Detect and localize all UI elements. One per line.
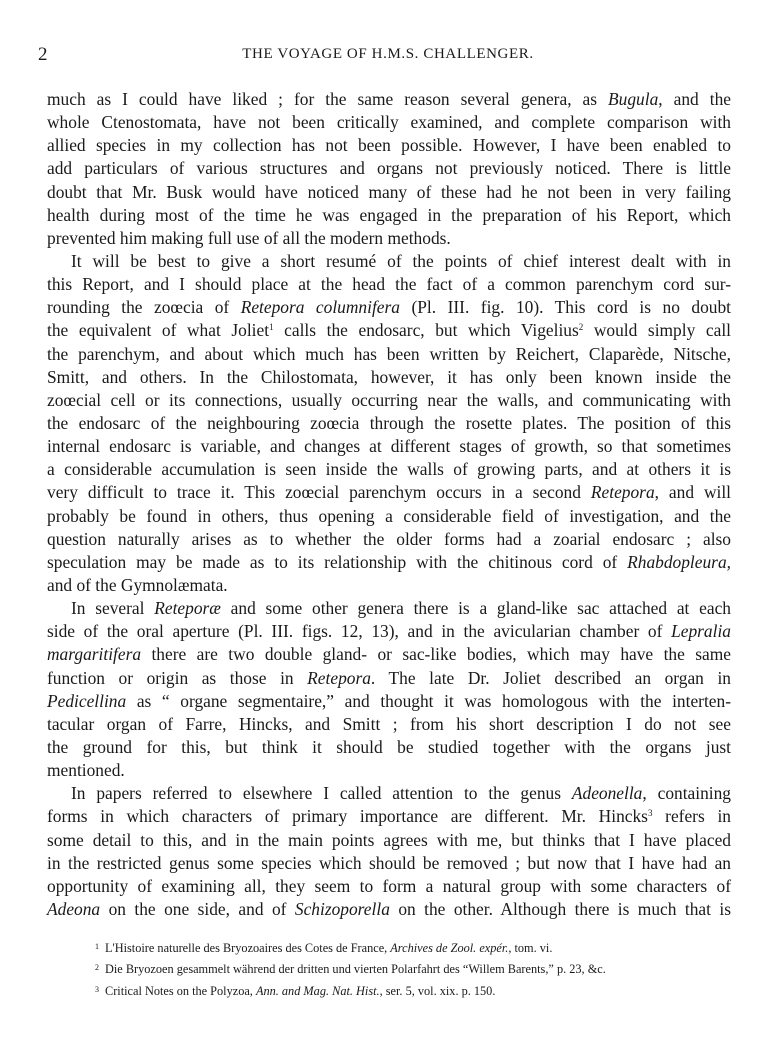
text-run: whole Ctenostomata, have not been critically examined, and complete comparison with: [47, 112, 731, 133]
text-run: add particulars of various structures and organs not previously noticed. There is little: [47, 158, 731, 179]
text-line: [47, 88, 731, 111]
italic-text: Adeonella: [571, 783, 643, 804]
text-run: , and the: [658, 89, 731, 109]
footnote-ref: 3: [95, 984, 99, 994]
text-run: opportunity of examining all, they seem to form a natural group with some characters of: [47, 875, 731, 896]
text-run: health during most of the time he was engaged in the preparation of his Report, which: [47, 204, 731, 225]
text-line: [47, 204, 731, 227]
italic-text: Reteporæ: [154, 598, 221, 619]
text-run: zoœcial cell or its connections, usually occurring near the walls, and communicating with: [47, 389, 731, 410]
text-line: [47, 805, 731, 828]
text-run: very difficult to trace it. This zoœcial parenchym occurs in a second: [47, 482, 591, 503]
italic-text: Bugula: [608, 89, 659, 109]
italic-text: Ann. and Mag. Nat. Hist.: [255, 983, 380, 998]
text-run: refers in: [652, 806, 731, 827]
text-run: In several: [71, 598, 155, 619]
text-run: side of the oral aperture (Pl. III. figs. 12, 13), and in the avicularian chamber of: [47, 621, 672, 642]
text-line: [47, 782, 731, 805]
text-run: some detail to this, and in the main points agrees with me, but thinks that I have placed: [47, 829, 731, 850]
text-run: and some other genera there is a gland-like sac attached at each: [220, 598, 731, 619]
text-run: , ser. 5, vol. xix. p. 150.: [379, 983, 496, 998]
footnote: [95, 958, 735, 979]
text-run: rounding the zoœcia of: [47, 297, 241, 318]
italic-text: Rhabdopleura,: [627, 551, 731, 572]
text-run: speculation may be made as to its relationship with the chitinous cord of: [47, 551, 628, 572]
text-run: the ground for this, but think it should be studied together with the organs just: [47, 736, 731, 757]
text-line: [47, 875, 731, 898]
italic-text: Retepora: [590, 482, 655, 503]
text-line: [47, 736, 731, 759]
text-run: mentioned.: [47, 760, 125, 781]
text-run: In papers referred to elsewhere I called attention to the genus: [71, 783, 572, 804]
text-run: calls the endosarc, but which Vigelius: [273, 320, 579, 341]
italic-text: Pedicellina: [47, 690, 127, 711]
text-run: Smitt, and others. In the Chilostomata, however, it has only been known inside the: [47, 366, 731, 387]
footnote-ref: 1: [95, 942, 99, 951]
text-run: Critical Notes on the Polyzoa,: [105, 983, 256, 998]
text-line: [47, 620, 731, 643]
footnote-ref: 1: [269, 322, 274, 333]
text-run: on the one side, and of: [100, 898, 295, 919]
text-line: [47, 505, 731, 528]
text-run: It will be best to give a short resumé of the points of chief interest dealt with in: [71, 250, 731, 271]
text-line: [47, 366, 731, 389]
text-run: in the restricted genus some species which should be removed ; but now that I have had an: [47, 852, 731, 873]
text-run: there are two double gland- or sac-like bodies, which may have the same: [141, 644, 731, 665]
text-run: the parenchym, and about which much has been written by Reichert, Claparède, Nitsche,: [47, 343, 731, 364]
text-run: and of the Gymnolæmata.: [47, 574, 228, 595]
text-run: , tom. vi.: [508, 941, 553, 955]
italic-text: Retepora: [307, 667, 371, 688]
text-run: much as I could have liked ; for the same reason several genera, as: [47, 89, 609, 109]
text-line: [47, 574, 731, 597]
text-line: [47, 435, 731, 458]
italic-text: Schizoporella: [294, 898, 390, 919]
text-line: [47, 458, 731, 481]
text-run: . The late Dr. Joliet described an organ in: [370, 667, 731, 688]
footnote: [95, 980, 735, 1001]
text-line: [47, 829, 731, 852]
text-run: this Report, and I should place at the head the fact of a common parenchym cord sur-: [47, 274, 731, 295]
text-run: forms in which characters of primary importance are different. Mr. Hincks: [47, 806, 648, 827]
text-line: [47, 690, 731, 713]
text-run: a considerable accumulation is seen inside the walls of growing parts, and at others it is: [47, 459, 731, 480]
italic-text: Adeona: [47, 898, 101, 919]
text-line: [47, 250, 731, 273]
running-title: THE VOYAGE OF H.M.S. CHALLENGER.: [242, 46, 534, 62]
text-line: [47, 389, 731, 412]
text-run: (Pl. III. fig. 10). This cord is no doubt: [399, 297, 731, 318]
text-run: on the other. Although there is much that is: [389, 898, 731, 919]
text-run: , containing: [642, 783, 732, 804]
text-run: would simply call: [583, 320, 731, 341]
text-run: Die Bryozoen gesammelt während der dritten und vierten Polarfahrt des “Willem Barents,” p. 23, &c.: [105, 962, 606, 977]
body-text: [47, 88, 731, 921]
text-line: [47, 667, 731, 690]
text-run: function or origin as those in: [47, 667, 308, 688]
text-line: [47, 319, 731, 342]
text-line: [47, 597, 731, 620]
text-line: [47, 157, 731, 180]
text-line: [47, 181, 731, 204]
text-line: [47, 852, 731, 875]
page-number: 2: [38, 44, 48, 65]
footnote: [95, 937, 735, 958]
text-line: [47, 713, 731, 736]
italic-text: Retepora columnifera: [240, 297, 400, 318]
text-line: [47, 273, 731, 296]
text-run: allied species in my collection has not been possible. However, I have been enabled to: [47, 135, 731, 156]
text-run: question naturally arises as to whether the older forms had a zoarial endosarc ; also: [47, 528, 731, 549]
footnote-ref: 3: [647, 808, 653, 819]
text-line: [47, 481, 731, 504]
text-run: L'Histoire naturelle des Bryozoaires des Cotes de France,: [105, 941, 391, 955]
text-run: , and will: [654, 482, 732, 503]
text-line: [47, 551, 731, 574]
text-line: [47, 227, 731, 250]
text-line: [47, 643, 731, 666]
text-line: [47, 528, 731, 551]
footnote-ref: 2: [95, 963, 99, 973]
text-run: tacular organ of Farre, Hincks, and Smitt ; from his short description I do not see: [47, 713, 731, 734]
text-run: the equivalent of what Joliet: [47, 320, 270, 341]
text-line: [47, 343, 731, 366]
text-line: [47, 296, 731, 319]
text-run: doubt that Mr. Busk would have noticed many of these had he not been in very failing: [47, 181, 731, 202]
text-run: probably be found in others, thus opening a considerable field of investigation, and the: [47, 505, 731, 526]
text-line: [47, 898, 731, 921]
text-run: prevented him making full use of all the modern methods.: [47, 227, 451, 248]
text-line: [47, 412, 731, 435]
text-line: [47, 134, 731, 157]
italic-text: Lepralia: [671, 621, 731, 642]
footnotes: [95, 937, 735, 1001]
text-line: [47, 111, 731, 134]
italic-text: Archives de Zool. expér.: [390, 941, 509, 955]
text-line: [47, 759, 731, 782]
text-run: as “ organe segmentaire,” and thought it was homologous with the interten-: [126, 690, 731, 711]
text-run: the endosarc of the neighbouring zoœcia through the rosette plates. The position of this: [47, 412, 731, 433]
italic-text: margaritifera: [47, 644, 142, 665]
text-run: internal endosarc is variable, and changes at different stages of growth, so that sometimes: [47, 436, 731, 457]
footnote-ref: 2: [578, 322, 584, 333]
